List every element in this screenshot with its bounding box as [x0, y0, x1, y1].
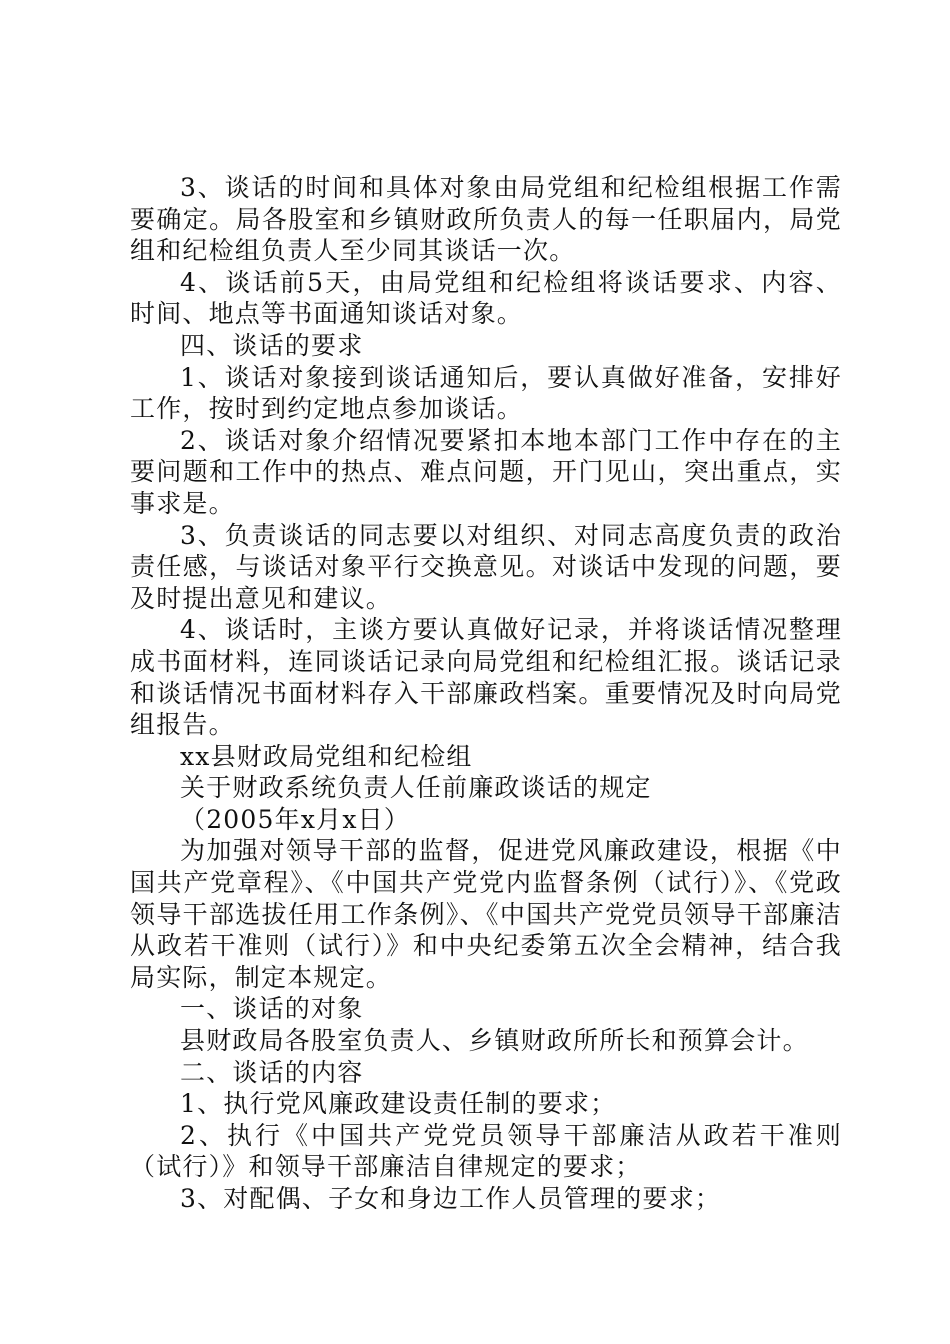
paragraph-4: 1、谈话对象接到谈话通知后，要认真做好准备，安排好工作，按时到约定地点参加谈话。	[130, 362, 842, 424]
paragraph-content-3: 3、对配偶、子女和身边工作人员管理的要求；	[180, 1184, 722, 1213]
paragraph-1: 3、谈话的时间和具体对象由局党组和纪检组根据工作需要确定。局各股室和乡镇财政所负责人的每一任职届内，局党组和纪检组负责人至少同其谈话一次。	[130, 173, 842, 266]
paragraph-content-1: 1、执行党风廉政建设责任制的要求；	[180, 1089, 617, 1119]
document-title: 关于财政系统负责人任前廉政谈话的规定	[180, 773, 652, 803]
document-body	[130, 172, 842, 1215]
section-heading-content: 二、谈话的内容	[180, 1057, 364, 1087]
paragraph-content-2: 2、执行《中国共产党党员领导干部廉洁从政若干准则（试行）》和领导干部廉洁自律规定的要求；	[130, 1120, 842, 1182]
paragraph-7: 4、谈话时，主谈方要认真做好记录，并将谈话情况整理成书面材料，连同谈话记录向局党组和纪检组汇报。谈话记录和谈话情况书面材料存入干部廉政档案。重要情况及时向局党组报告。	[130, 615, 842, 740]
paragraph-subjects: 县财政局各股室负责人、乡镇财政所所长和预算会计。	[180, 1026, 809, 1056]
document-date: （2005年x月x日）	[180, 804, 411, 834]
paragraph-2: 4、谈话前5天，由局党组和纪检组将谈话要求、内容、时间、地点等书面通知谈话对象。	[130, 267, 842, 329]
paragraph-6: 3、负责谈话的同志要以对组织、对同志高度负责的政治责任感，与谈话对象平行交换意见。对谈话中发现的问题，要及时提出意见和建议。	[130, 520, 842, 613]
section-heading-requirements: 四、谈话的要求	[180, 330, 364, 360]
section-heading-subjects: 一、谈话的对象	[180, 994, 364, 1024]
preamble-paragraph: 为加强对领导干部的监督，促进党风廉政建设，根据《中国共产党章程》、《中国共产党党内监督条例（试行）》、《党政领导干部选拔任用工作条例》、《中国共产党党员领导干部廉洁从政若干准则（试行）》和中央纪委第五次全会精神，结合我局实际，制定本规定。	[130, 836, 842, 992]
paragraph-5: 2、谈话对象介绍情况要紧扣本地本部门工作中存在的主要问题和工作中的热点、难点问题，开门见山，突出重点，实事求是。	[130, 425, 842, 518]
issuing-organization: xx县财政局党组和纪检组	[180, 741, 473, 771]
